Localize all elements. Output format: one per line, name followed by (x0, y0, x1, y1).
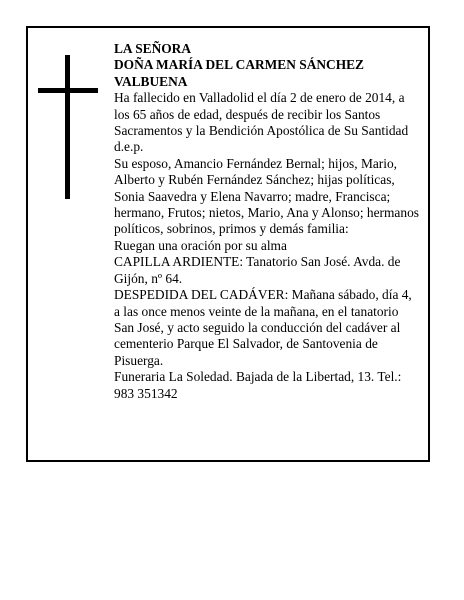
prayer-request: Ruegan una oración por su alma (114, 237, 287, 253)
cross-icon (38, 55, 98, 199)
obituary-text (114, 41, 420, 402)
funeral-info: DESPEDIDA DEL CADÁVER: Mañana sábado, día 4, a las once menos veinte de la mañana, en el tanatorio San José, y acto seguido la conducción del cadáver al cementerio Parque El Salvador, de Santovenia de Pisuerga. (114, 287, 412, 368)
funeral-home-info: Funeraria La Soledad. Bajada de la Libertad, 13. Tel.: 983 351342 (114, 369, 402, 401)
family-list: Su esposo, Amancio Fernández Bernal; hijos, Mario, Alberto y Rubén Fernández Sánchez; hijas políticas, Sonia Saavedra y Elena Navarro; madre, Francisca; hermano, Frutos; nietos, Mario, Ana y Alonso; hermanos políticos, sobrinos, primos y demás familia: (114, 155, 419, 237)
chapel-info: CAPILLA ARDIENTE: Tanatorio San José. Avda. de Gijón, nº 64. (114, 254, 401, 286)
deceased-name: DOÑA MARÍA DEL CARMEN SÁNCHEZ VALBUENA (114, 57, 364, 89)
heading-title: LA SEÑORA (114, 41, 192, 56)
obituary-notice (26, 26, 430, 462)
death-notice: Ha fallecido en Valladolid el día 2 de enero de 2014, a los 65 años de edad, después de recibir los Santos Sacramentos y la Bendición Apostólica de Su Santidad d.e.p. (114, 90, 409, 155)
